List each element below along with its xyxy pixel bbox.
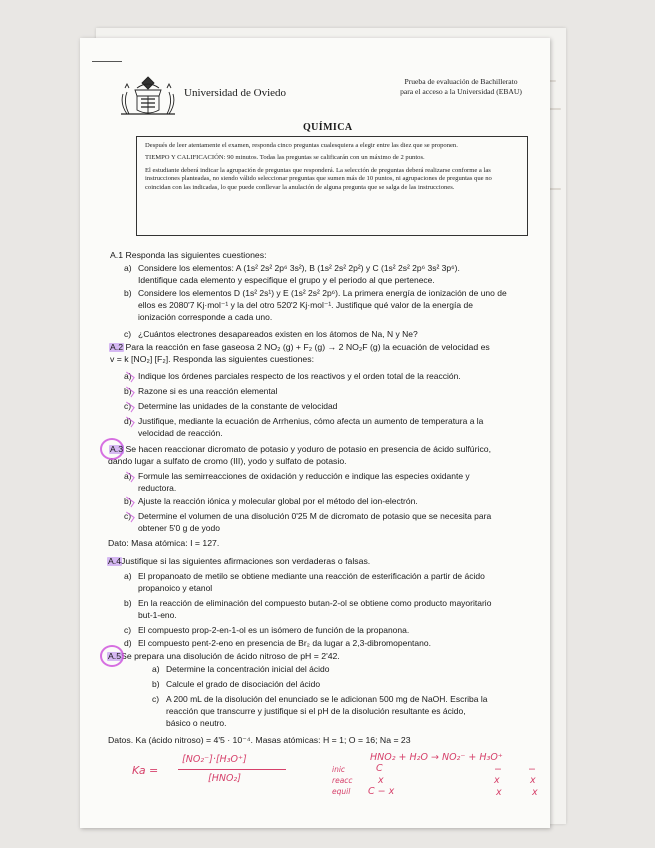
question-a2-title-cont: v = k [NO₂] [F₂]. Responda las siguientes cuestiones: xyxy=(110,354,314,364)
item-text: Indique los órdenes parciales respecto de los reactivos y el orden total de la reacción. xyxy=(138,371,461,381)
item-text: En la reacción de eliminación del compuesto butan-2-ol se obtiene como producto mayoritario xyxy=(138,598,492,608)
question-a4-title xyxy=(108,556,370,567)
handwritten-denominator: [HNO₂] xyxy=(208,773,241,784)
item-marker: d) xyxy=(124,638,132,648)
item-text: Determine el volumen de una disolución 0'25 M de dicromato de potasio que se necesita para xyxy=(138,511,492,521)
question-a1-b-cont: ellos es 2080'7 Kj·mol⁻¹ y la del otro 520'2 Kj·mol⁻¹. Justifique qué valor de la energía de xyxy=(138,300,473,310)
item-marker: c) xyxy=(124,401,132,411)
item-marker: b) xyxy=(124,288,132,298)
handwritten-dash: − xyxy=(528,764,536,775)
handwritten-x: x xyxy=(496,787,502,798)
question-a3-a xyxy=(124,471,470,482)
item-text: Formule las semirreacciones de oxidación y reducción e indique las especies oxidante y xyxy=(138,471,470,481)
handwritten-reaction: HNO₂ + H₂O → NO₂⁻ + H₃O⁺ xyxy=(370,752,503,763)
question-a4-b xyxy=(124,598,491,609)
question-a2-d xyxy=(124,416,483,427)
question-a4-a xyxy=(124,571,485,582)
question-a5-c-cont: reacción que transcurre y justifique si el pH de la disolución resultante es ácido, xyxy=(166,706,466,716)
question-a2-title xyxy=(110,342,490,353)
university-crest-icon xyxy=(117,74,179,118)
handwritten-inic-value: C xyxy=(376,763,383,774)
item-marker: b) xyxy=(124,496,132,506)
item-text: El compuesto prop-2-en-1-ol es un isómero de función de la propanona. xyxy=(138,625,410,635)
handwritten-numerator: [NO₂⁻]·[H₃O⁺] xyxy=(182,754,247,765)
question-a1-b-cont2: ionización corresponde a cada uno. xyxy=(138,312,273,322)
item-marker: a) xyxy=(124,263,132,273)
item-text: A 200 mL de la disolución del enunciado se le adicionan 500 mg de NaOH. Escriba la xyxy=(166,694,488,704)
question-a3-title-cont: dando lugar a sulfato de cromo (III), yodo y sulfato de potasio. xyxy=(108,456,347,466)
question-a3-c-cont: obtener 5'0 g de yodo xyxy=(138,523,220,533)
handwritten-x: x xyxy=(494,775,500,786)
handwritten-reacc-value: x xyxy=(378,775,384,786)
exam-line-1: Prueba de evaluación de Bachillerato xyxy=(404,77,518,86)
item-text: Determine la concentración inicial del ácido xyxy=(166,664,330,674)
item-text: Justifique, mediante la ecuación de Arrhenius, cómo afecta un aumento de temperatura a la xyxy=(138,416,484,426)
question-a1-b xyxy=(124,288,507,299)
question-a5-data: Datos. Ka (ácido nitroso) = 4'5 · 10⁻⁴. Masas atómicas: H = 1; O = 16; Na = 23 xyxy=(108,735,411,745)
item-marker: a) xyxy=(124,571,132,581)
handwritten-row-equil: equil xyxy=(332,787,351,796)
item-marker: b) xyxy=(124,386,132,396)
question-a3-b xyxy=(124,496,418,507)
question-a1-title xyxy=(110,250,267,261)
question-a2-label: A.2 xyxy=(110,342,124,352)
question-a5-title xyxy=(108,651,340,662)
question-a1-a xyxy=(124,263,460,274)
exam-header xyxy=(386,77,536,97)
university-name: Universidad de Oviedo xyxy=(184,87,287,99)
instructions-paragraph-1: Después de leer atentamente el examen, responda cinco preguntas cualesquiera a elegir entre las diez que se proponen. xyxy=(145,142,458,149)
question-a4-text: Justifique si las siguientes afirmaciones son verdaderas o falsas. xyxy=(121,556,371,566)
question-a5-c xyxy=(152,694,487,705)
question-a5-label: A.5 xyxy=(108,651,122,661)
instructions-paragraph-2: TIEMPO Y CALIFICACIÓN: 90 minutos. Todas las preguntas se calificarán con un máximo de 2 puntos. xyxy=(145,154,425,162)
handwritten-x: x xyxy=(530,775,536,786)
question-a2-d-cont: velocidad de reacción. xyxy=(138,428,223,438)
fraction-bar xyxy=(178,769,286,770)
item-text: El compuesto pent-2-eno en presencia de Br₂ da lugar a 2,3-dibromopentano. xyxy=(138,638,431,648)
handwritten-row-reacc: reacc xyxy=(332,776,353,785)
instructions-paragraph-3: El estudiante deberá indicar la agrupación de preguntas que responderá. La selección de preguntas deberá realizarse conforme a las instrucciones planteadas, no siendo válido seleccionar preguntas que sumen más de 10 puntos, ni agrupaciones de preguntas que no coincidan con las indicadas, lo que puede conllevar la anulación de alguna pregunta que se salga de las instrucciones. xyxy=(145,166,492,191)
question-a2-text: Para la reacción en fase gaseosa 2 NO₂ (g) + F₂ (g) → 2 NO₂F (g) la ecuación de velocidad es xyxy=(125,342,490,352)
item-text: ¿Cuántos electrones desapareados existen en los átomos de Na, N y Ne? xyxy=(138,329,418,339)
question-a4-label: A.4 xyxy=(108,556,122,566)
question-a3-c xyxy=(124,511,491,522)
question-a3-a-cont: reductora. xyxy=(138,483,177,493)
item-marker: b) xyxy=(152,679,160,689)
handwritten-ka: Ka = xyxy=(132,764,159,777)
question-a4-a-cont: propanoico y etanol xyxy=(138,583,213,593)
question-a4-b-cont: but-1-eno. xyxy=(138,610,177,620)
question-a5-text: Se prepara una disolución de ácido nitroso de pH = 2'42. xyxy=(121,651,340,661)
question-a3-title xyxy=(110,444,491,455)
question-a4-c xyxy=(124,625,409,636)
item-text: Considere los elementos: A (1s² 2s² 2p⁶ 3s²), B (1s² 2s² 2p²) y C (1s² 2s² 2p⁶ 3s² 3p⁶). xyxy=(138,263,460,273)
item-marker: a) xyxy=(124,471,132,481)
handwritten-dash: − xyxy=(494,764,502,775)
question-a3-label: A.3 xyxy=(110,444,124,454)
item-marker: d) xyxy=(124,416,132,426)
handwritten-x: x xyxy=(532,787,538,798)
item-marker: b) xyxy=(124,598,132,608)
item-marker: a) xyxy=(124,371,132,381)
handwritten-row-inic: inic xyxy=(332,765,346,774)
question-a2-a xyxy=(124,371,461,382)
question-a1-c xyxy=(124,329,418,340)
question-a5-c-cont2: básico o neutro. xyxy=(166,718,227,728)
item-text: Razone si es una reacción elemental xyxy=(138,386,278,396)
question-a1-label: A.1 xyxy=(110,250,124,260)
item-marker: c) xyxy=(124,329,132,339)
question-a5-b xyxy=(152,679,320,690)
item-text: El propanoato de metilo se obtiene mediante una reacción de esterificación a partir de ácido xyxy=(138,571,485,581)
instructions-box xyxy=(136,136,528,236)
exam-line-2: para el acceso a la Universidad (EBAU) xyxy=(400,87,522,96)
question-a5-a xyxy=(152,664,329,675)
item-text: Calcule el grado de disociación del ácido xyxy=(166,679,321,689)
question-a3-text: Se hacen reaccionar dicromato de potasio y yoduro de potasio en presencia de ácido sulfúrico, xyxy=(125,444,492,454)
item-marker: c) xyxy=(124,511,132,521)
question-a2-c xyxy=(124,401,337,412)
question-a1-a-cont: Identifique cada elemento y especifique el grupo y el periodo al que pertenece. xyxy=(138,275,435,285)
question-a2-b xyxy=(124,386,277,397)
page-rule xyxy=(92,61,122,62)
item-text: Considere los elementos D (1s² 2s¹) y E (1s² 2s² 2p⁶). La primera energía de ionización de uno de xyxy=(138,288,507,298)
subject-title: QUÍMICA xyxy=(303,122,353,133)
question-a4-d xyxy=(124,638,431,649)
handwritten-equil-value: C − x xyxy=(368,786,395,797)
item-text: Ajuste la reacción iónica y molecular global por el método del ion-electrón. xyxy=(138,496,418,506)
item-marker: c) xyxy=(152,694,160,704)
item-marker: c) xyxy=(124,625,132,635)
item-marker: a) xyxy=(152,664,160,674)
item-text: Determine las unidades de la constante de velocidad xyxy=(138,401,338,411)
question-a1-text: Responda las siguientes cuestiones: xyxy=(125,250,267,260)
question-a3-data: Dato: Masa atómica: I = 127. xyxy=(108,538,220,548)
